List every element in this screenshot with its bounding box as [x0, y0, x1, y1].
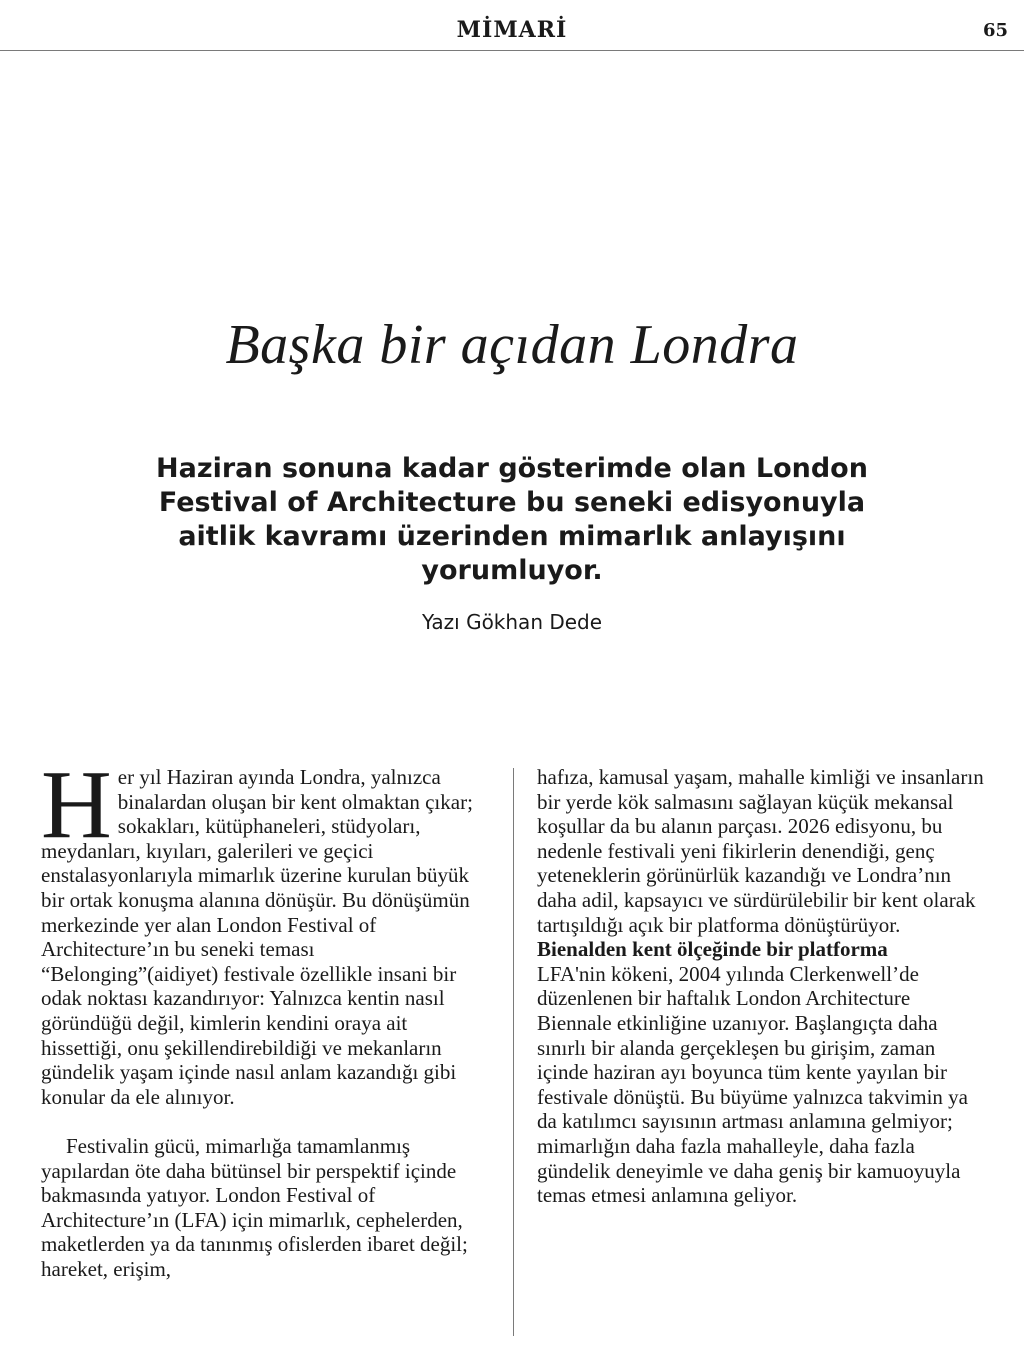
page-header	[0, 0, 1024, 51]
magazine-name: MİMARİ	[456, 17, 568, 43]
left-paragraph-1	[41, 751, 489, 1109]
drop-cap: H	[41, 751, 112, 859]
column-divider	[513, 768, 514, 1336]
left-column	[41, 751, 489, 1281]
left-paragraph-2: Festivalin gücü, mimarlığa tamamlanmış yapılardan öte daha bütünsel bir perspektif içinde bakmasında yatıyor. London Festival of Architecture’ın (LFA) için mimarlık, cephelerden, maketlerden ya da tanınmış ofislerden ibaret değil; hareket, erişim,	[41, 1133, 468, 1281]
right-paragraph-1: hafıza, kamusal yaşam, mahalle kimliği ve insanların bir yerde kök salmasını sağlayan küçük mekansal koşullar da bu alanın parçası. 2026 edisyonu, bu nedenle festivali yeni fikirlerin denendiği, genç yeteneklerin görünürlük kazandığı ve Londra’nın daha adil, kapsayıcı ve sürdürülebilir bir kent olarak tartışıldığı açık bir platforma dönüştürüyor.	[537, 765, 984, 937]
article-standfirst: Haziran sonuna kadar gösterimde olan London Festival of Architecture bu seneki edisyonuyla aitlik kavramı üzerinden mimarlık anlayışını yorumluyor.	[156, 453, 868, 586]
right-paragraph-2: LFA'nin kökeni, 2004 yılında Clerkenwell’de düzenlenen bir haftalık London Architecture Biennale etkinliğine uzanıyor. Başlangıçta daha sınırlı bir alanda gerçekleşen bu girişim, zaman içinde haziran ayı boyunca tüm kente yayılan bir festivale dönüştü. Bu büyüme yalnızca takvimin ya da katılımcı sayısının artması anlamına gelmiyor; mimarlığın daha fazla mahalleyle, daha fazla gündelik deneyimle ve daha geniş bir kamuoyuyla temas etmesi anlamına geliyor.	[537, 961, 968, 1208]
page-number: 65	[982, 20, 1008, 41]
right-column	[537, 765, 987, 1208]
article-title: Başka bir açıdan Londra	[225, 314, 799, 376]
left-paragraph-1-text: er yıl Haziran ayında Londra, yalnızca binalardan oluşan bir kent olmaktan çıkar; sokakları, kütüphaneleri, stüdyoları, meydanları, kıyıları, galerileri ve geçici enstalasyonlarıyla mimarlık üzerine kurulan büyük bir ortak konuşma alanına dönüşür. Bu dönüşümün merkezinde yer alan London Festival of Architecture’ın bu seneki teması “Belonging”(aidiyet) festivale özellikle insani bir odak noktası kazandırıyor: Yalnızca kentin nasıl göründüğü değil, kimlerin kendini oraya ait hissettiği, onu şekillendirebildiği ve mekanların gündelik yaşam içinde nasıl anlam kazandığı gibi konular da ele alınıyor.	[41, 765, 473, 1109]
article-byline: Yazı Gökhan Dede	[421, 610, 603, 634]
section-subheading: Bienalden kent ölçeğinde bir platforma	[537, 937, 888, 962]
